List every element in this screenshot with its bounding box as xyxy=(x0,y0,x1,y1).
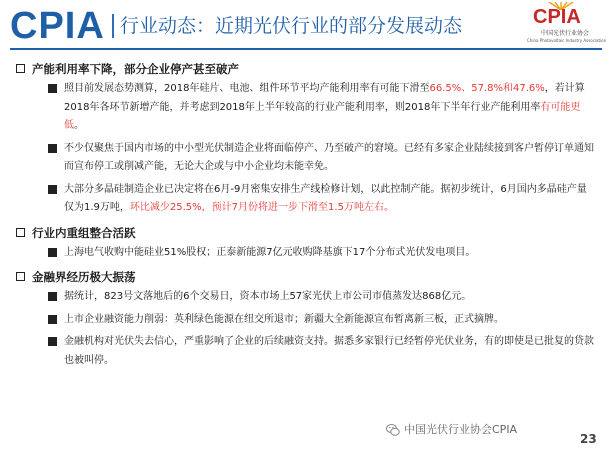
slide-content xyxy=(10,58,602,374)
hollow-square-bullet-icon xyxy=(16,272,25,281)
header-underline xyxy=(10,48,602,50)
bullet-item xyxy=(10,311,602,330)
square-bullet-icon xyxy=(48,315,57,324)
hollow-square-bullet-icon xyxy=(16,64,25,73)
item-text: 大部分多晶硅制造企业已决定将在6月-9月密集安排生产线检修计划，以此控制产能。据初步统计，6月国内多晶硅产量仅为1.9万吨， xyxy=(64,183,587,213)
association-logo-text: CPIA xyxy=(533,6,581,28)
section xyxy=(10,266,602,370)
bullet-item xyxy=(10,288,602,307)
item-text: 上市企业融资能力削弱：英利绿色能源在纽交所退市；新疆大全新能源宣布暂离新三板，正式摘牌。 xyxy=(64,313,504,325)
wechat-icon xyxy=(386,423,400,437)
highlighted-text: 有可能更低 xyxy=(64,101,581,131)
association-logo xyxy=(527,6,607,46)
cpia-logo: CPIA xyxy=(10,5,105,47)
page-number: 23 xyxy=(580,432,597,446)
square-bullet-icon xyxy=(48,292,57,301)
highlighted-text: 66.5%、57.8%和47.6% xyxy=(429,83,545,94)
association-name-en: China Photovoltaic Industry Association xyxy=(527,38,607,43)
item-text: 上海电气收购中能硅业51%股权；正泰新能源7亿元收购降基旗下17个分布式光伏发电项目。 xyxy=(64,246,476,258)
bullet-item xyxy=(10,333,602,370)
section-heading xyxy=(10,222,602,244)
bullet-item xyxy=(10,244,602,263)
square-bullet-icon xyxy=(48,337,57,346)
square-bullet-icon xyxy=(48,185,57,194)
hollow-square-bullet-icon xyxy=(16,228,25,237)
wechat-watermark xyxy=(404,420,517,440)
highlighted-text: 环比减少25.5%，预计7月份将进一步下滑至1.5万吨左右。 xyxy=(129,202,394,213)
item-text: 不少仅聚焦于国内市场的中小型光伏制造企业将面临停产、乃至破产的窘境。已经有多家企业陆续接到客户暂停订单通知而宣布停工或削减产能，无论大企或与中小企业均未能幸免。 xyxy=(64,142,594,172)
square-bullet-icon xyxy=(48,144,57,153)
title-divider xyxy=(112,14,114,38)
bullet-item xyxy=(10,140,602,177)
section-heading xyxy=(10,266,602,288)
slide-title: 行业动态：近期光伏行业的部分发展动态 xyxy=(120,15,463,37)
section xyxy=(10,58,602,218)
item-text: 据统计，823号文落地后的6个交易日，资本市场上57家光伏上市公司市值蒸发达868亿元。 xyxy=(64,291,472,302)
item-text: 。 xyxy=(74,120,84,131)
association-name-cn: 中国光伏行业协会 xyxy=(540,30,589,37)
square-bullet-icon xyxy=(48,84,57,93)
square-bullet-icon xyxy=(48,248,57,257)
slide-header xyxy=(0,0,612,50)
bullet-item xyxy=(10,80,602,136)
section-heading-text: 产能利用率下降，部分企业停产甚至破产 xyxy=(32,62,239,76)
wechat-account-label: 中国光伏行业协会CPIA xyxy=(404,423,518,436)
bullet-item xyxy=(10,181,602,218)
section-heading-text: 金融界经历极大振荡 xyxy=(32,270,136,284)
item-text: 照目前发展态势测算，2018年硅片、电池、组件环节平均产能利用率有可能下滑至 xyxy=(64,83,430,94)
item-text: ，若计算2018年各环节新增产能，并考虑到2018年上半年较高的行业产能利用率，则2018年下半年行业产能利用率 xyxy=(64,83,585,113)
section-heading-text: 行业内重组整合活跃 xyxy=(32,225,136,240)
section xyxy=(10,222,602,263)
section-heading xyxy=(10,58,602,80)
item-text: 金融机构对光伏失去信心，严重影响了企业的后续融资支持。据悉多家银行已经暂停光伏业务，有的即使是已批复的贷款也被叫停。 xyxy=(64,336,594,366)
